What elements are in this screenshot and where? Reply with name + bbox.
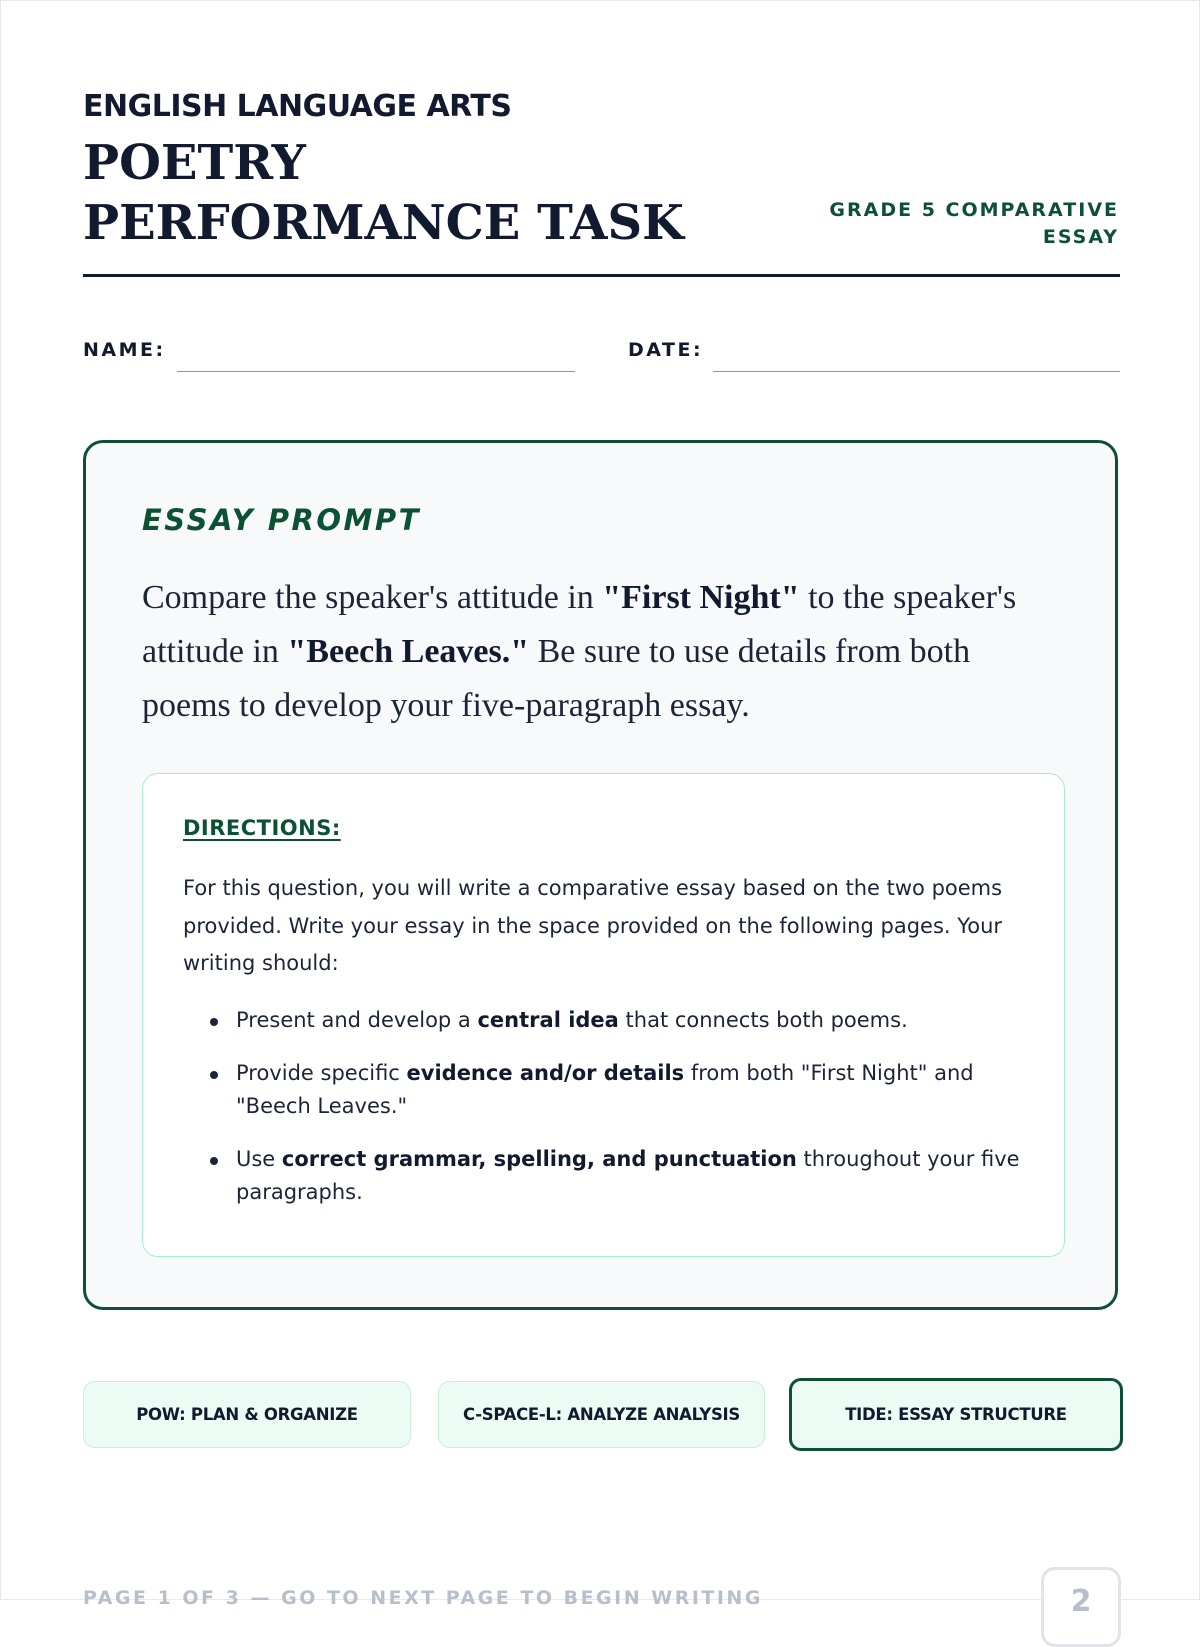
list-item-emphasis: correct grammar, spelling, and punctuation: [281, 1147, 797, 1171]
list-item-text: from both "First Night" and "Beech Leaves.": [236, 1061, 974, 1118]
directions-list: [183, 1004, 1023, 1229]
prompt-text-part: Compare the speaker's attitude in: [142, 579, 603, 616]
list-item-text: Present and develop a: [236, 1008, 478, 1032]
list-item-emphasis: central idea: [477, 1008, 619, 1032]
poem-title-beech-leaves: "Beech Leaves.": [287, 633, 530, 670]
essay-prompt-card: [83, 440, 1118, 1310]
list-item: [183, 1057, 1023, 1123]
list-item: [183, 1004, 1023, 1037]
prompt-text-part: to the speaker's attitude in: [142, 579, 1017, 670]
pow-plan-organize-button[interactable]: POW: PLAN & ORGANIZE: [83, 1381, 411, 1448]
prompt-text-part: Be sure to use details from both poems to develop your five-paragraph essay.: [142, 633, 971, 724]
directions-box: [142, 773, 1065, 1257]
name-field[interactable]: [177, 371, 575, 372]
list-item-text: Provide specific: [236, 1061, 407, 1085]
name-label: NAME:: [83, 339, 166, 361]
header: [83, 89, 1119, 253]
list-item-text: that connects both poems.: [618, 1008, 908, 1032]
list-item: [183, 1143, 1023, 1209]
page-number-badge: 2: [1041, 1567, 1121, 1647]
header-divider: [83, 274, 1120, 277]
list-item-text: throughout your five paragraphs.: [236, 1147, 1020, 1204]
subject-label: ENGLISH LANGUAGE ARTS: [83, 89, 512, 124]
c-space-l-analyze-button[interactable]: C-SPACE-L: ANALYZE ANALYSIS: [438, 1381, 765, 1448]
date-label: DATE:: [628, 339, 704, 361]
directions-heading: DIRECTIONS:: [183, 816, 341, 840]
directions-intro: For this question, you will write a comparative essay based on the two poems provided. Write your essay in the space provided on the following pages. Your writing should:: [183, 876, 1003, 975]
footer-text: PAGE 1 OF 3 — GO TO NEXT PAGE TO BEGIN WRITING: [83, 1587, 763, 1609]
tide-essay-structure-button[interactable]: TIDE: ESSAY STRUCTURE: [789, 1378, 1123, 1451]
poem-title-first-night: "First Night": [602, 579, 800, 616]
list-item-text: Use: [236, 1147, 282, 1171]
grade-label: GRADE 5 COMPARATIVE ESSAY: [829, 199, 1119, 248]
essay-prompt-heading: ESSAY PROMPT: [142, 503, 421, 537]
date-field[interactable]: [713, 371, 1120, 372]
page-title: POETRY PERFORMANCE TASK: [83, 135, 684, 251]
list-item-emphasis: evidence and/or details: [406, 1061, 685, 1085]
essay-prompt-text: [142, 571, 1062, 733]
